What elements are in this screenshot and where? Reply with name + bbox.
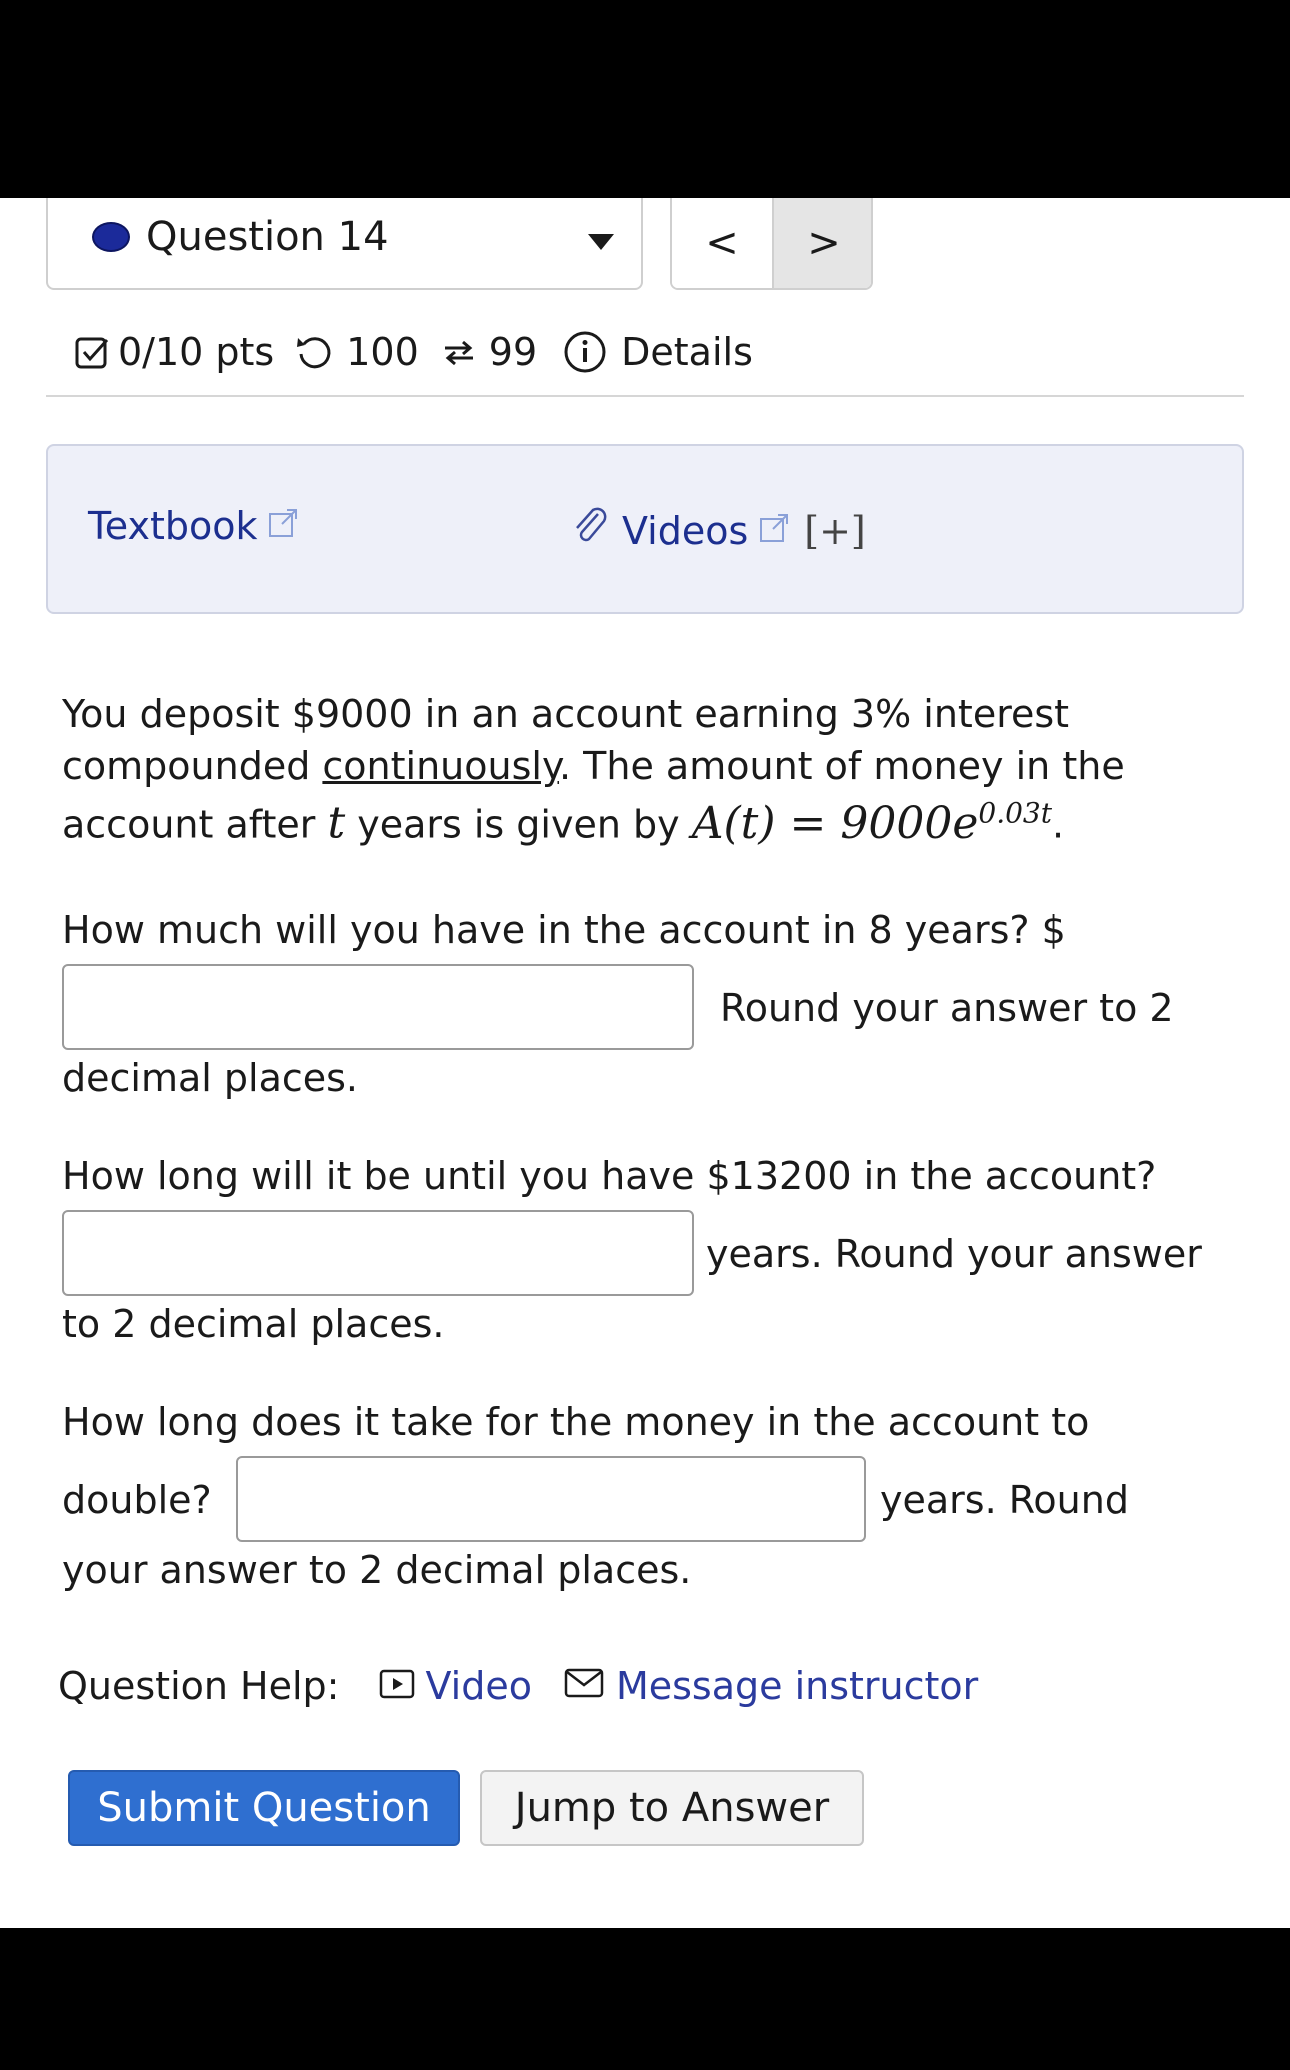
play-icon — [379, 1664, 415, 1708]
question-select[interactable] — [46, 198, 643, 290]
textbook-link[interactable]: Textbook — [88, 504, 299, 548]
status-dot — [92, 222, 130, 252]
retries-count: 100 — [346, 330, 419, 374]
checkbox-icon — [74, 334, 110, 370]
videos-link[interactable]: Videos [+] — [568, 504, 866, 557]
question-3-text: How long does it take for the money in the account to — [62, 1400, 1090, 1444]
problem-line-3: account after t years is given by $A(t) = 9000e^{0.03t}$. — [62, 796, 1065, 849]
divider — [46, 395, 1244, 397]
points-text: 0/10 pts — [118, 330, 275, 374]
question-page — [0, 198, 1290, 1928]
attempts-count: 99 — [488, 330, 538, 374]
video-help-link[interactable]: Video — [379, 1664, 531, 1708]
question-3-instruction: years. Round — [880, 1478, 1129, 1522]
resources-panel — [46, 444, 1244, 614]
question-1-instruction: Round your answer to 2 — [720, 986, 1174, 1030]
answer-3-input[interactable] — [236, 1456, 866, 1542]
question-3-pre: double? — [62, 1478, 212, 1522]
continuously-term: continuously — [322, 744, 560, 788]
attempts-icon — [439, 332, 479, 372]
question-2-instruction: years. Round your answer — [706, 1232, 1202, 1276]
prev-question-button[interactable]: < — [672, 198, 772, 288]
formula: $A(t) = 9000e^{0.03t}$ — [691, 796, 1052, 849]
message-instructor-link[interactable]: Message instructor — [564, 1664, 978, 1708]
next-question-button[interactable]: > — [772, 198, 873, 288]
answer-2-input[interactable] — [62, 1210, 694, 1296]
answer-1-input[interactable] — [62, 964, 694, 1050]
external-link-icon — [758, 509, 790, 553]
question-1-tail: decimal places. — [62, 1056, 359, 1100]
problem-line-1: You deposit $9000 in an account earning 3% interest — [62, 692, 1070, 736]
paperclip-icon — [568, 504, 612, 557]
problem-line-2: compounded continuously. The amount of money in the — [62, 744, 1125, 788]
expand-toggle[interactable]: [+] — [804, 508, 866, 553]
jump-to-answer-button[interactable]: Jump to Answer — [480, 1770, 864, 1846]
caret-down-icon — [588, 234, 614, 250]
question-1-text: How much will you have in the account in 8 years? $ — [62, 908, 1066, 952]
details-link[interactable]: Details — [621, 330, 753, 374]
question-2-text: How long will it be until you have $13200 in the account? — [62, 1154, 1157, 1198]
retry-icon — [294, 332, 334, 372]
question-2-tail: to 2 decimal places. — [62, 1302, 445, 1346]
question-stats — [74, 322, 753, 382]
envelope-icon — [564, 1664, 604, 1708]
submit-question-button[interactable]: Submit Question — [68, 1770, 460, 1846]
external-link-icon — [267, 504, 299, 548]
question-nav — [670, 198, 873, 290]
question-help: Question Help: Video Message instructor — [58, 1664, 979, 1708]
question-3-tail: your answer to 2 decimal places. — [62, 1548, 692, 1592]
info-icon[interactable] — [563, 330, 607, 374]
question-label: Question 14 — [146, 214, 389, 260]
